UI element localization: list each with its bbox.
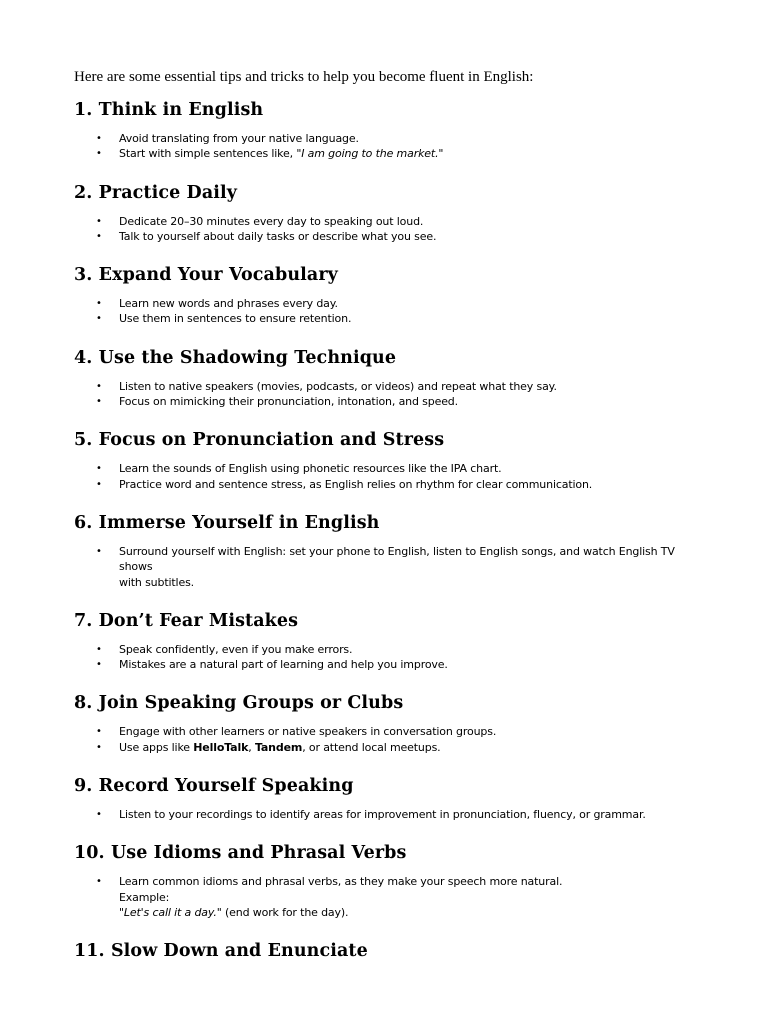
tip-bullet-list bbox=[74, 642, 704, 673]
tip-heading: 2. Practice Daily bbox=[74, 182, 238, 203]
tips-list bbox=[74, 99, 704, 962]
tip-section bbox=[74, 692, 704, 755]
tip-section bbox=[74, 99, 704, 162]
list-item bbox=[74, 131, 704, 146]
list-item bbox=[74, 724, 704, 739]
bullet-icon: • bbox=[96, 809, 102, 821]
list-item-text: Use them in sentences to ensure retention. bbox=[119, 312, 352, 326]
list-item bbox=[74, 146, 704, 161]
list-item-text: Example: bbox=[119, 890, 170, 904]
list-item-text: Learn new words and phrases every day. bbox=[119, 297, 338, 311]
list-item-text: "Let's call it a day." bbox=[119, 905, 222, 919]
list-item bbox=[74, 657, 704, 672]
tip-heading: 3. Expand Your Vocabulary bbox=[74, 265, 338, 286]
list-item-text: Talk to yourself about daily tasks or describe what you see. bbox=[119, 229, 437, 243]
tip-heading: 1. Think in English bbox=[74, 100, 264, 120]
list-item-text: Avoid translating from your native language. bbox=[119, 132, 359, 145]
list-item-text: Listen to your recordings to identify areas for improvement in pronunciation, fluency, or grammar. bbox=[119, 808, 646, 822]
tip-heading: 6. Immerse Yourself in English bbox=[74, 512, 380, 533]
list-item bbox=[74, 214, 704, 229]
tip-section bbox=[74, 182, 704, 245]
tip-bullet-list bbox=[74, 296, 704, 327]
tip-bullet-list bbox=[74, 379, 704, 410]
tip-bullet-list bbox=[74, 874, 704, 920]
tip-heading: 11. Slow Down and Enunciate bbox=[74, 941, 368, 962]
tip-section bbox=[74, 610, 704, 673]
document-page bbox=[74, 68, 704, 972]
bullet-icon: • bbox=[96, 396, 102, 408]
list-item-text: Engage with other learners or native speakers in conversation groups. bbox=[119, 725, 497, 739]
bullet-icon: • bbox=[96, 298, 102, 310]
list-item-text: , bbox=[248, 740, 255, 754]
tip-heading: 5. Focus on Pronunciation and Stress bbox=[74, 430, 445, 451]
list-item-text: "I am going to the market." bbox=[296, 147, 444, 161]
list-item-text: HelloTalk bbox=[193, 740, 249, 754]
list-item-text: Dedicate 20–30 minutes every day to speaking out loud. bbox=[119, 214, 424, 228]
list-item-text: with subtitles. bbox=[119, 575, 195, 589]
list-item bbox=[74, 740, 704, 755]
tip-bullet-list bbox=[74, 807, 704, 822]
list-item bbox=[74, 874, 704, 920]
bullet-icon: • bbox=[96, 741, 102, 753]
bullet-icon: • bbox=[96, 463, 102, 475]
tip-heading: 4. Use the Shadowing Technique bbox=[74, 347, 397, 368]
tip-section bbox=[74, 775, 704, 822]
list-item bbox=[74, 807, 704, 822]
list-item-text: Surround yourself with English: set your phone to English, listen to English songs, and watch English TV shows bbox=[119, 544, 675, 574]
list-item-text: Focus on mimicking their pronunciation, intonation, and speed. bbox=[119, 395, 458, 409]
list-item bbox=[74, 642, 704, 657]
tip-heading: 9. Record Yourself Speaking bbox=[74, 776, 354, 797]
tip-heading: 8. Join Speaking Groups or Clubs bbox=[74, 693, 404, 714]
tip-bullet-list bbox=[74, 544, 704, 590]
bullet-icon: • bbox=[96, 148, 102, 160]
list-item-text: Learn the sounds of English using phonetic resources like the IPA chart. bbox=[119, 462, 502, 476]
list-item-text: Use apps like bbox=[119, 740, 194, 754]
tip-bullet-list bbox=[74, 131, 704, 162]
bullet-icon: • bbox=[96, 313, 102, 325]
tip-section bbox=[74, 347, 704, 410]
tip-bullet-list bbox=[74, 461, 704, 492]
tip-section bbox=[74, 940, 704, 962]
list-item-text: Start with simple sentences like, bbox=[119, 147, 297, 161]
intro-paragraph: Here are some essential tips and tricks to help you become fluent in English: bbox=[74, 69, 534, 85]
bullet-icon: • bbox=[96, 478, 102, 490]
list-item-text: Mistakes are a natural part of learning and help you improve. bbox=[119, 658, 448, 672]
tip-section bbox=[74, 429, 704, 492]
list-item bbox=[74, 394, 704, 409]
list-item-text: Speak confidently, even if you make errors. bbox=[119, 642, 353, 656]
tip-section bbox=[74, 264, 704, 327]
bullet-icon: • bbox=[96, 215, 102, 227]
list-item-text: Practice word and sentence stress, as English relies on rhythm for clear communication. bbox=[119, 477, 593, 491]
list-item bbox=[74, 296, 704, 311]
bullet-icon: • bbox=[96, 659, 102, 671]
list-item bbox=[74, 229, 704, 244]
bullet-icon: • bbox=[96, 545, 102, 557]
list-item bbox=[74, 379, 704, 394]
bullet-icon: • bbox=[96, 726, 102, 738]
list-item-text: Learn common idioms and phrasal verbs, as they make your speech more natural. bbox=[119, 875, 563, 889]
tip-heading: 7. Don’t Fear Mistakes bbox=[74, 610, 299, 631]
tip-bullet-list bbox=[74, 214, 704, 245]
list-item-text: (end work for the day). bbox=[221, 905, 349, 919]
bullet-icon: • bbox=[96, 133, 102, 144]
bullet-icon: • bbox=[96, 380, 102, 392]
list-item-text: , or attend local meetups. bbox=[302, 740, 441, 754]
bullet-icon: • bbox=[96, 876, 102, 888]
tip-bullet-list bbox=[74, 724, 704, 755]
list-item bbox=[74, 461, 704, 476]
tip-heading: 10. Use Idioms and Phrasal Verbs bbox=[74, 843, 407, 864]
tip-section bbox=[74, 512, 704, 590]
list-item bbox=[74, 311, 704, 326]
list-item bbox=[74, 544, 704, 590]
bullet-icon: • bbox=[96, 643, 102, 655]
tip-section bbox=[74, 842, 704, 920]
list-item bbox=[74, 477, 704, 492]
bullet-icon: • bbox=[96, 230, 102, 242]
list-item-text: Tandem bbox=[254, 740, 303, 754]
list-item-text: Listen to native speakers (movies, podcasts, or videos) and repeat what they say. bbox=[119, 379, 557, 393]
